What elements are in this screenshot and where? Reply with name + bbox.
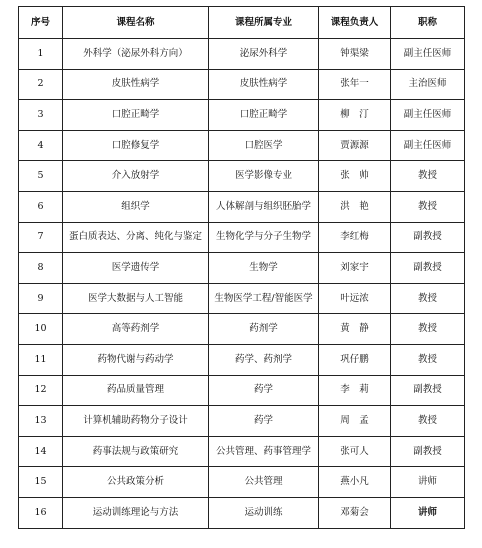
cell-owner: 燕小凡 [319,467,391,498]
cell-major: 皮肤性病学 [209,69,319,100]
cell-major: 生物医学工程/智能医学 [209,283,319,314]
cell-title: 讲师 [391,497,465,528]
cell-title: 教授 [391,161,465,192]
table-header-row [19,7,465,39]
table-row [19,253,465,284]
table-body [19,39,465,529]
cell-index: 16 [19,497,63,528]
header-owner: 课程负责人 [319,7,391,39]
cell-owner: 巩仔鹏 [319,344,391,375]
cell-owner: 钟渠梁 [319,39,391,70]
table-row [19,130,465,161]
cell-index: 15 [19,467,63,498]
cell-major: 药学 [209,375,319,406]
cell-index: 1 [19,39,63,70]
cell-major: 医学影像专业 [209,161,319,192]
cell-title: 教授 [391,314,465,345]
table-row [19,39,465,70]
table-row [19,69,465,100]
cell-course-name: 医学遗传学 [63,253,209,284]
cell-owner: 黄 静 [319,314,391,345]
table-row [19,436,465,467]
cell-title: 副主任医师 [391,39,465,70]
cell-title: 教授 [391,344,465,375]
cell-owner: 柳 汀 [319,100,391,131]
cell-title: 副教授 [391,436,465,467]
course-table-container [18,6,464,529]
cell-owner: 叶远浓 [319,283,391,314]
cell-major: 人体解剖与组织胚胎学 [209,191,319,222]
cell-course-name: 口腔修复学 [63,130,209,161]
cell-index: 7 [19,222,63,253]
cell-owner: 洪 艳 [319,191,391,222]
cell-course-name: 介入放射学 [63,161,209,192]
cell-major: 泌尿外科学 [209,39,319,70]
cell-title: 教授 [391,406,465,437]
cell-major: 药剂学 [209,314,319,345]
header-index: 序号 [19,7,63,39]
cell-major: 生物化学与分子生物学 [209,222,319,253]
table-row [19,344,465,375]
cell-course-name: 运动训练理论与方法 [63,497,209,528]
cell-major: 生物学 [209,253,319,284]
cell-major: 公共管理、药事管理学 [209,436,319,467]
cell-course-name: 公共政策分析 [63,467,209,498]
table-row [19,375,465,406]
cell-title: 主治医师 [391,69,465,100]
cell-index: 12 [19,375,63,406]
cell-index: 3 [19,100,63,131]
cell-title: 讲师 [391,467,465,498]
cell-major: 药学、药剂学 [209,344,319,375]
cell-index: 9 [19,283,63,314]
cell-title: 副主任医师 [391,100,465,131]
cell-major: 公共管理 [209,467,319,498]
header-course-name: 课程名称 [63,7,209,39]
cell-course-name: 蛋白质表达、分离、纯化与鉴定 [63,222,209,253]
cell-major: 运动训练 [209,497,319,528]
cell-major: 口腔正畸学 [209,100,319,131]
cell-index: 6 [19,191,63,222]
cell-index: 2 [19,69,63,100]
cell-owner: 周 孟 [319,406,391,437]
table-row [19,222,465,253]
cell-course-name: 高等药剂学 [63,314,209,345]
cell-title: 副主任医师 [391,130,465,161]
cell-course-name: 外科学（泌尿外科方向） [63,39,209,70]
cell-owner: 张可人 [319,436,391,467]
cell-title: 教授 [391,283,465,314]
cell-index: 8 [19,253,63,284]
cell-course-name: 药品质量管理 [63,375,209,406]
cell-title: 副教授 [391,253,465,284]
header-title: 职称 [391,7,465,39]
table-row [19,497,465,528]
cell-index: 5 [19,161,63,192]
table-row [19,161,465,192]
cell-index: 11 [19,344,63,375]
table-row [19,406,465,437]
cell-index: 10 [19,314,63,345]
cell-title: 副教授 [391,375,465,406]
cell-major: 药学 [209,406,319,437]
cell-index: 13 [19,406,63,437]
cell-course-name: 医学大数据与人工智能 [63,283,209,314]
cell-course-name: 药物代谢与药动学 [63,344,209,375]
table-row [19,283,465,314]
cell-owner: 李 莉 [319,375,391,406]
cell-course-name: 计算机辅助药物分子设计 [63,406,209,437]
cell-owner: 贾源源 [319,130,391,161]
cell-owner: 李红梅 [319,222,391,253]
course-table [18,6,465,529]
cell-owner: 邓菊会 [319,497,391,528]
table-row [19,100,465,131]
cell-major: 口腔医学 [209,130,319,161]
cell-title: 副教授 [391,222,465,253]
table-row [19,191,465,222]
table-row [19,314,465,345]
cell-owner: 张年一 [319,69,391,100]
header-major: 课程所属专业 [209,7,319,39]
cell-owner: 张 帅 [319,161,391,192]
cell-course-name: 皮肤性病学 [63,69,209,100]
cell-title: 教授 [391,191,465,222]
cell-course-name: 药事法规与政策研究 [63,436,209,467]
table-row [19,467,465,498]
cell-index: 4 [19,130,63,161]
cell-course-name: 口腔正畸学 [63,100,209,131]
cell-index: 14 [19,436,63,467]
cell-owner: 刘家宇 [319,253,391,284]
cell-course-name: 组织学 [63,191,209,222]
